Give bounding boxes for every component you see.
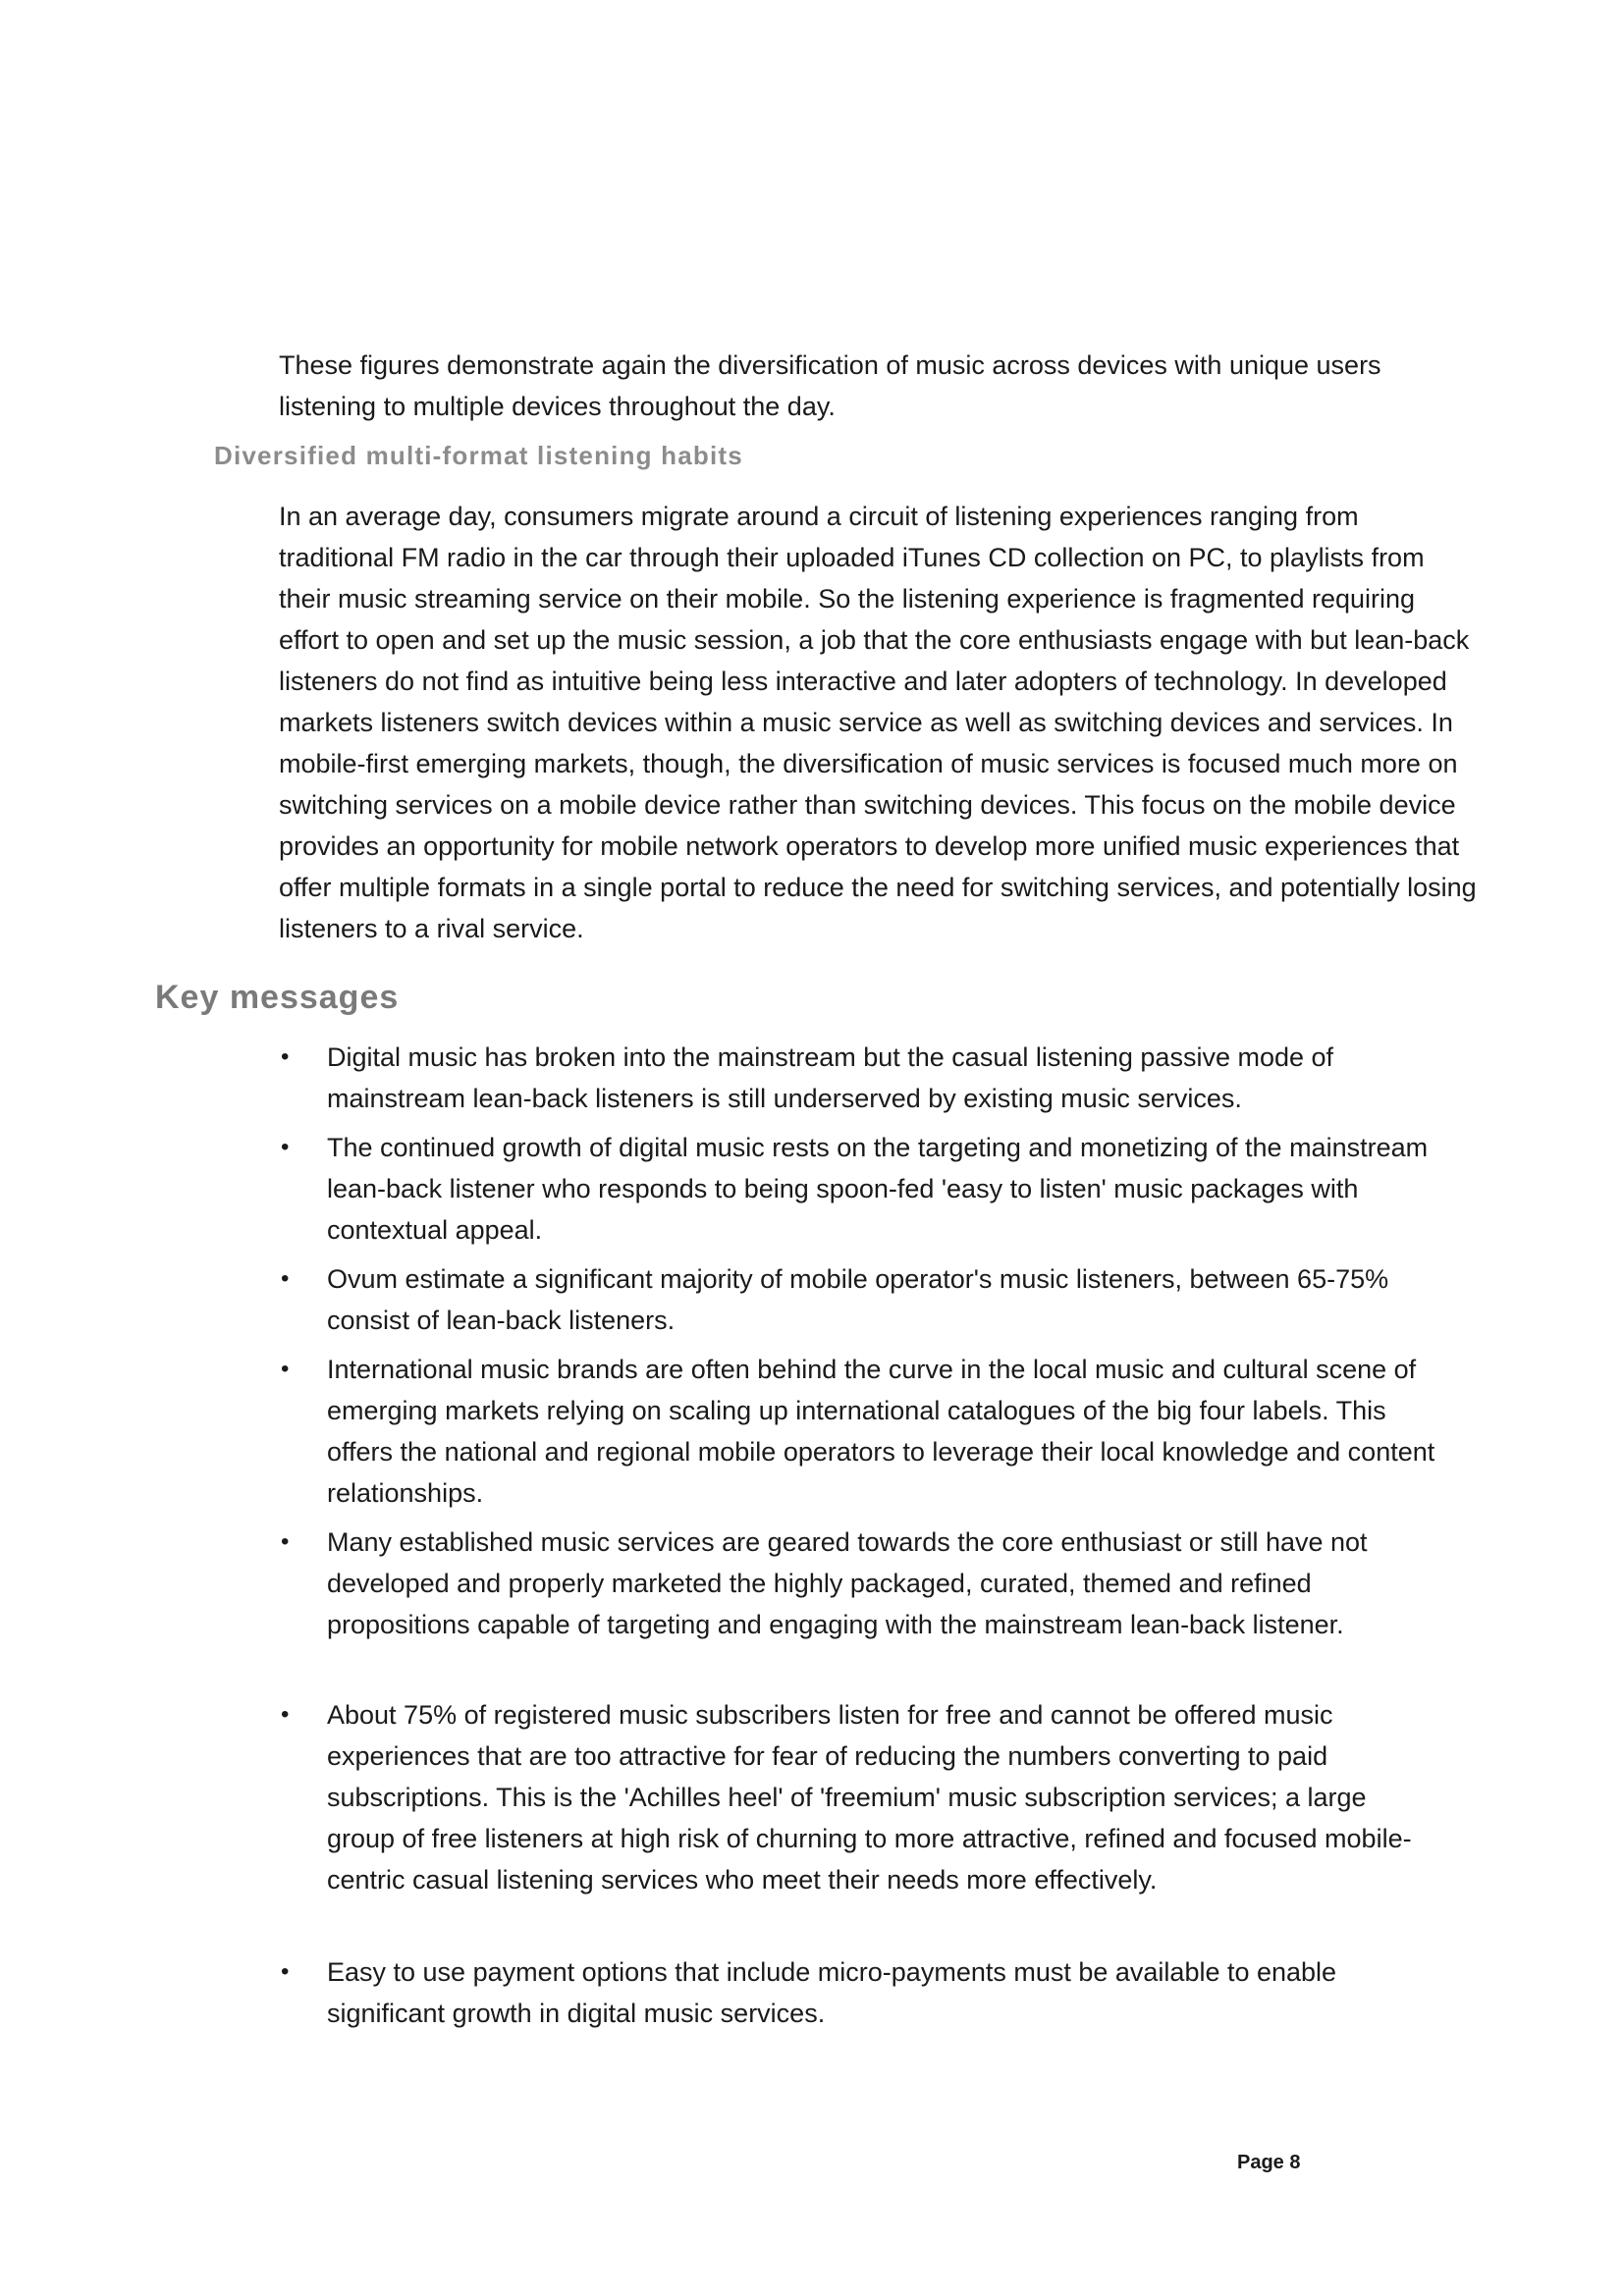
page-number: Page 8 xyxy=(1237,2152,1301,2173)
body-paragraph: In an average day, consumers migrate around a circuit of listening experiences ranging from traditional FM radio in the car through their uploaded iTunes CD collection on PC, to playlists from their music streaming service on their mobile. So the listening experience is fragmented requiring effort to open and set up the music session, a job that the core enthusiasts engage with but lean-back listeners do not find as intuitive being less interactive and later adopters of technology. In developed markets listeners switch devices within a music service as well as switching devices and services. In mobile-first emerging markets, though, the diversification of music services is focused much more on switching services on a mobile device rather than switching devices. This focus on the mobile device provides an opportunity for mobile network operators to develop more unified music experiences that offer multiple formats in a single portal to reduce the need for switching services, and potentially losing listeners to a rival service. xyxy=(279,502,1477,943)
key-messages-heading: Key messages xyxy=(155,979,400,1016)
bullet-icon: • xyxy=(281,1265,290,1292)
section-subheading: Diversified multi-format listening habits xyxy=(214,441,743,470)
list-item-text: Digital music has broken into the mainstream but the casual listening passive mode of mainstream lean-back listeners is still underserved by existing music services. xyxy=(327,1042,1334,1113)
list-item-text: International music brands are often behind the curve in the local music and cultural scene of emerging markets relying on scaling up international catalogues of the big four labels. This offers the national and regional mobile operators to leverage their local knowledge and content relationships. xyxy=(327,1355,1435,1508)
list-item-text: Many established music services are geared towards the core enthusiast or still have not developed and properly marketed the highly packaged, curated, themed and refined propositions capable of targeting and engaging with the mainstream lean-back listener. xyxy=(327,1527,1368,1639)
list-item xyxy=(281,1349,1436,1514)
list-item xyxy=(281,1258,1436,1341)
list-item-text: The continued growth of digital music rests on the targeting and monetizing of the mainstream lean-back listener who responds to being spoon-fed 'easy to listen' music packages with contextual appeal. xyxy=(327,1133,1429,1245)
list-item xyxy=(281,1694,1436,1900)
list-item-text: About 75% of registered music subscribers listen for free and cannot be offered music experiences that are too attractive for fear of reducing the numbers converting to paid subscriptions. This is the 'Achilles heel' of 'freemium' music subscription services; a large group of free listeners at high risk of churning to more attractive, refined and focused mobile-centric casual listening services who meet their needs more effectively. xyxy=(327,1700,1412,1895)
bullet-icon: • xyxy=(281,1528,290,1555)
bullet-icon: • xyxy=(281,1043,290,1070)
bullet-icon: • xyxy=(281,1356,290,1382)
list-item-text: Ovum estimate a significant majority of mobile operator's music listeners, between 65-75% consist of lean-back listeners. xyxy=(327,1264,1389,1335)
list-item xyxy=(281,1522,1436,1645)
bullet-icon: • xyxy=(281,1701,290,1728)
bullet-icon: • xyxy=(281,1134,290,1160)
intro-paragraph: These figures demonstrate again the diversification of music across devices with unique users listening to multiple devices throughout the day. xyxy=(279,350,1381,421)
list-item xyxy=(281,1127,1436,1251)
list-item xyxy=(281,1951,1436,2034)
bullet-icon: • xyxy=(281,1958,290,1985)
list-item-text: Easy to use payment options that include micro-payments must be available to enable significant growth in digital music services. xyxy=(327,1957,1337,2028)
list-item xyxy=(281,1037,1436,1119)
